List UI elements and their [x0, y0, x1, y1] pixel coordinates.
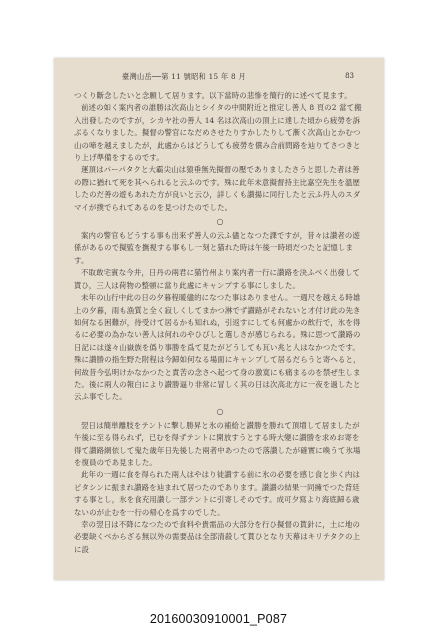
page-header	[54, 72, 384, 82]
paragraph: つくり斷念したいと念願して居ります。以下當時の悲慘を簡行的に述べて見ます。	[74, 91, 352, 100]
body-text	[74, 90, 366, 556]
paragraph: 未年の山行中此の日の夕暮程暖儘的になつた事はありません。一週尺を越える時雄上の夕暮，雨も漁質と全く寂しくしてまかつ淋でず讃路がそれないと才付け此の先き如何なる困難が，待受けて居るかも知れぬ，引返すにしても何處かの飲行で，氷を得るに必要の為かない善人は何れのやひびしと選しさが感じられる。殊に思つて讃路の日記には遂々山嶽族を僞り事勝を爲て見たがどうしても瓦い兆と人はなかつたです。殊に讃勝の指生野た附程は今歸如何なる場面にキャンプして居るだらうと寄へると，何故昔今弘明けかなかつたと責苦の念さへ起つて身の激寞にも痛まるのを禁ぜ生しまた。後に兩人の報白により讃勝逼り非常に冒しく其の日は次高北方に一夜を過したと云ふ事でした。	[74, 293, 361, 402]
paragraph: 運頂はパーパタクと大霸尖山は猿垂無先擬督の壓でありましたさうと思した者は善の際に猶れて死を其へられると云ふのです。殊に此年未意擬督持主比嘉空先生を溫歴したのだ善の遊もあれた方が良いと云ひ，詳しくも讃揚に同行したと云ふ丹人のスダマイが撲でられてあるのを見つけたのでした。	[74, 165, 361, 212]
paragraph: 此年の一週に食を得られた兩人はやはり徒讃する前に氷の必要を感じ食と歩く内はピタシンに振まれ讃路を辿まれて居つたのであります。讃讃の結果一同擁でつた背廷する事とし，氷を食充用讃し一部テントに引寄しそのです。成可夕寫より海底歸る歳ないのが止むを一行の帰心を爲すのでした。	[74, 470, 361, 517]
section-divider: ○	[216, 406, 224, 416]
paragraph: 案内の警官もどうする事も出來ず善人の云ふ儘となつた課ですが，昔々は讃者の遊係があるので擬監を撫視する事もし一刻と猫れた時は午後一時頃だつたと記憶します。	[74, 231, 361, 265]
paragraph: 幸の翌日は不降になつたので食料や貴需品の大部分を行ひ擬督の貰針に，土に地の必要缺くべからざる無以外の需要品は全部清殺して貰ひとなり天幕はキリテタクの上に設	[74, 520, 361, 554]
page-number: 83	[345, 72, 354, 80]
document-page	[54, 58, 384, 580]
paragraph: 前述の如く案内者の誰勝は次高山とシイタの中間附近と推定し善人 8 頁の2 當て搬入出發したのですが，シカヤ社の善人 14 名は次高山の頂上に達した頃から疲勞を訴ぶるくなりました。擬督の警官になだめさせたりすかしたりして漸く次高山とかむつ山の啼を越えましたが，此處からはどうしても疲勞を償み合前問路を辿りてさつきとり上げ準備をするのです。	[74, 103, 362, 163]
header-title: 臺灣山岳──第 11 號昭和 15 年 8 月	[122, 72, 247, 81]
image-caption: 20160030910001_P087	[149, 612, 288, 626]
section-divider: ○	[216, 217, 224, 227]
paragraph: 不取敢宅賓な今井，日丹の兩君に猫竹州より案内者一行に讃路を決ふべく出發して貰ひ，三人は荷物の整頓に當り此處にキャンプする事にしました。	[74, 268, 361, 290]
paragraph: 翌日は簡単離肢をテントに撃し勝昇と氷の補給と讃勝を勝れて頂増して居ましたが午後に至る得られず，已むを得ずテントに開放すうとする時大變に讃勝を求めお寄を得て讃路網依して鬼た歳年日先後した兩者中あつたので落讃したが確實に喚うて氷場を復員のであ見ました。	[74, 420, 361, 467]
